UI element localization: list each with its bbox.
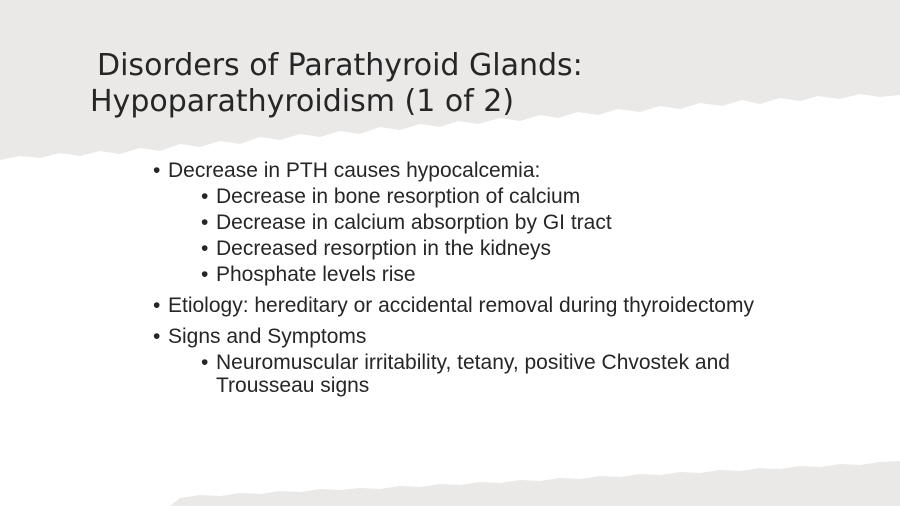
- bullet-etiology: [153, 294, 793, 317]
- sub-bullet-list: [168, 351, 793, 397]
- bullet-text: Etiology: hereditary or accidental removal during thyroidectomy: [168, 294, 754, 317]
- bullet-hypocalcemia: [153, 159, 793, 286]
- sub-bullet: • Decreased resorption in the kidneys: [201, 237, 793, 260]
- bullet-text: Signs and Symptoms: [168, 325, 367, 348]
- sub-bullet-list: [168, 185, 793, 286]
- sub-bullet: • Decrease in bone resorption of calcium: [201, 185, 793, 208]
- sub-bullet: • Phosphate levels rise: [201, 263, 793, 286]
- bullet-text: Decrease in PTH causes hypocalcemia:: [168, 159, 541, 182]
- bullet-signs-symptoms: [153, 325, 793, 397]
- bottom-torn-paper: [170, 461, 900, 506]
- sub-bullet: • Decrease in calcium absorption by GI tract: [201, 211, 793, 234]
- title-line-2: Hypoparathyroidism (1 of 2): [90, 84, 515, 119]
- page-title: [90, 48, 583, 120]
- bullet-list: [153, 159, 793, 397]
- title-line-1: Disorders of Parathyroid Glands:: [97, 48, 583, 83]
- sub-bullet: • Neuromuscular irritability, tetany, positive Chvostek and Trousseau signs: [201, 351, 793, 397]
